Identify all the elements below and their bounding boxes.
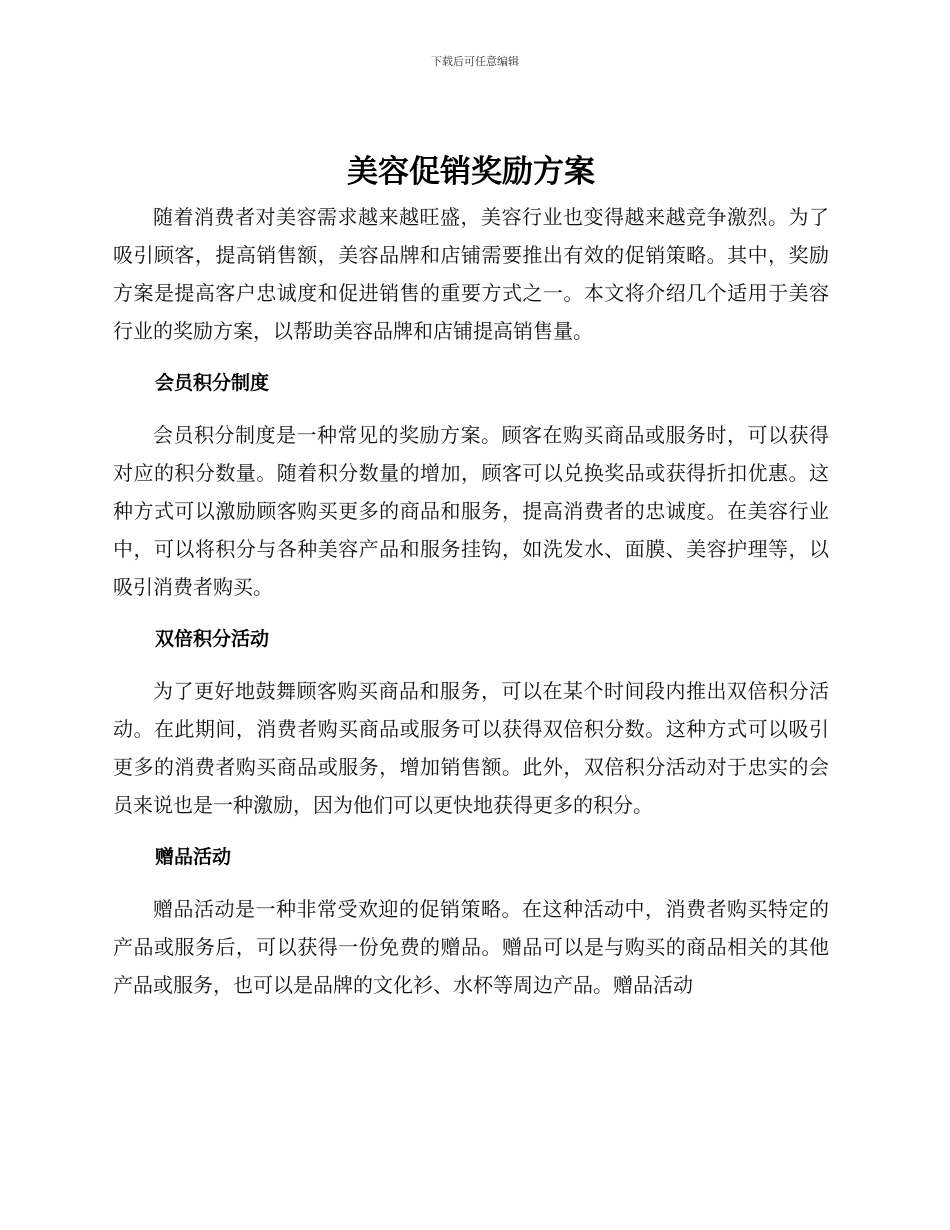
intro-paragraph: 随着消费者对美容需求越来越旺盛，美容行业也变得越来越竞争激烈。为了吸引顾客，提高销售额，美容品牌和店铺需要推出有效的促销策略。其中，奖励方案是提高客户忠诚度和促进销售的重要方式之一。本文将介绍几个适用于美容行业的奖励方案，以帮助美容品牌和店铺提高销售量。 (113, 205, 829, 343)
section-body-membership-points: 会员积分制度是一种常见的奖励方案。顾客在购买商品或服务时，可以获得对应的积分数量。随着积分数量的增加，顾客可以兑换奖品或获得折扣优惠。这种方式可以激励顾客购买更多的商品和服务，提高消费者的忠诚度。在美容行业中，可以将积分与各种美容产品和服务挂钩，如洗发水、面膜、美容护理等，以吸引消费者购买。 (113, 423, 829, 599)
section-heading-double-points: 双倍积分活动 (155, 628, 270, 650)
page-header-note: 下载后可任意编辑 (431, 55, 519, 68)
section-heading-gift-activity: 赠品活动 (155, 846, 232, 868)
section-body-gift-activity: 赠品活动是一种非常受欢迎的促销策略。在这种活动中，消费者购买特定的产品或服务后，可以获得一份免费的赠品。赠品可以是与购买的商品相关的其他产品或服务，也可以是品牌的文化衫、水杯等周边产品。赠品活动 (113, 897, 829, 997)
section-body-double-points: 为了更好地鼓舞顾客购买商品和服务，可以在某个时间段内推出双倍积分活动。在此期间，消费者购买商品或服务可以获得双倍积分数。这种方式可以吸引更多的消费者购买商品或服务，增加销售额。此外，双倍积分活动对于忠实的会员来说也是一种激励，因为他们可以更快地获得更多的积分。 (113, 679, 829, 817)
document-body (113, 148, 829, 1004)
document-title: 美容促销奖励方案 (347, 154, 595, 190)
section-heading-membership-points: 会员积分制度 (155, 372, 270, 394)
